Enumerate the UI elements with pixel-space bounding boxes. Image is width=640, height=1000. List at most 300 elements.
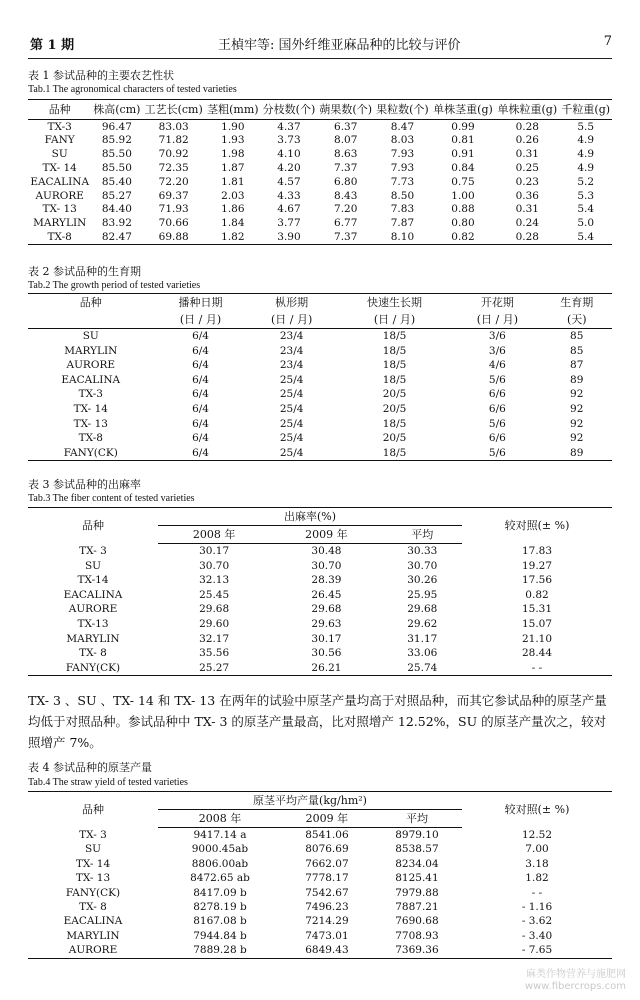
- table-cell: 4.37: [277, 120, 301, 133]
- column-header: 2008 年: [158, 526, 270, 544]
- table-cell: 6/4: [192, 417, 209, 430]
- table-cell: 7.37: [317, 230, 374, 244]
- table-row: [28, 402, 612, 417]
- table-cell: 18/5: [382, 373, 407, 386]
- variety-cell: EACALINA: [63, 915, 123, 928]
- table-cell: 7.87: [390, 217, 415, 230]
- table-cell: 17.56: [521, 574, 553, 587]
- table-cell: 5/6: [488, 417, 506, 430]
- table-cell: 8541.06: [305, 828, 349, 841]
- table-row: [28, 544, 612, 559]
- column-unit: (天): [541, 311, 612, 329]
- table-cell: 6/4: [192, 403, 209, 416]
- variety-cell: TX- 13: [42, 203, 77, 216]
- table-row: [28, 886, 612, 900]
- table-row: [28, 588, 612, 603]
- table-cell: 30.48: [311, 545, 342, 558]
- header-rule: [28, 58, 612, 59]
- table-cell: 5/6: [453, 446, 541, 461]
- table-cell: 72.20: [158, 175, 189, 188]
- table-cell: 7690.68: [395, 915, 439, 928]
- table-row: [28, 929, 612, 943]
- table-cell: 6/4: [192, 330, 209, 343]
- table3-caption-cn: 表 3 参试品种的出麻率: [28, 478, 141, 491]
- table-cell: - -: [531, 886, 543, 899]
- table3-caption-en: Tab.3 The fiber content of tested varieties: [28, 493, 195, 504]
- table-cell: 29.60: [199, 618, 230, 631]
- col-compare: 较对照(± %): [462, 508, 612, 544]
- column-header: 播种日期: [154, 294, 248, 312]
- table-cell: 1.00: [451, 189, 475, 202]
- table-cell: 0.31: [515, 203, 539, 216]
- table-row: [28, 175, 612, 189]
- col-variety: 品种: [28, 508, 158, 544]
- table-cell: 0.82: [525, 588, 549, 601]
- table-cell: 0.28: [515, 120, 539, 133]
- table-row: [28, 646, 612, 661]
- table-cell: 33.06: [407, 647, 438, 660]
- variety-cell: EACALINA: [30, 175, 90, 188]
- table-cell: 7944.84 b: [193, 929, 247, 942]
- issue-number: 第 1 期: [30, 38, 75, 53]
- table-cell: 18/5: [382, 330, 407, 343]
- table-cell: 71.82: [158, 134, 189, 147]
- table-cell: 89: [570, 373, 584, 386]
- table-row: [28, 230, 612, 244]
- variety-cell: TX- 14: [42, 162, 77, 175]
- table-cell: 1.82: [205, 230, 261, 244]
- column-header: 2009 年: [282, 810, 372, 828]
- column-header: 品种: [28, 294, 154, 312]
- table-row: [28, 203, 612, 217]
- table-cell: 7.93: [390, 148, 415, 161]
- table1-caption-en: Tab.1 The agronomical characters of tested varieties: [28, 84, 237, 95]
- column-header: 平均: [372, 810, 462, 828]
- table-cell: 0.82: [431, 230, 495, 244]
- table-cell: 87: [570, 359, 584, 372]
- column-header: 2008 年: [158, 810, 282, 828]
- variety-cell: TX- 8: [79, 900, 107, 913]
- table-cell: 25.45: [199, 588, 230, 601]
- column-header: 枞形期: [248, 294, 336, 312]
- table-cell: 32.13: [199, 574, 230, 587]
- table-cell: 7979.88: [395, 886, 439, 899]
- table-cell: 21.10: [521, 632, 553, 645]
- table-cell: 12.52: [521, 828, 553, 841]
- table-row: [28, 387, 612, 402]
- table-row: [28, 431, 612, 446]
- table-cell: 3/6: [488, 344, 506, 357]
- table-cell: 85.92: [101, 134, 132, 147]
- table-cell: 15.07: [521, 618, 553, 631]
- table-cell: 23/4: [279, 330, 304, 343]
- col-group-straw-yield: 原茎平均产量(kg/hm²): [158, 792, 462, 810]
- variety-cell: MARYLIN: [64, 344, 118, 357]
- column-unit: (日 / 月): [248, 311, 336, 329]
- column-unit: (日 / 月): [336, 311, 454, 329]
- table-cell: 26.45: [311, 588, 342, 601]
- table-cell: 85.50: [101, 148, 132, 161]
- table-cell: 7369.36: [372, 943, 462, 958]
- table-cell: 6/4: [192, 344, 209, 357]
- variety-cell: TX-3: [47, 120, 72, 133]
- table-cell: 6/6: [488, 388, 506, 401]
- column-header: 2009 年: [270, 526, 382, 544]
- table-cell: 3/6: [488, 330, 506, 343]
- table-cell: 25/4: [279, 417, 304, 430]
- variety-cell: FANY: [44, 134, 75, 147]
- variety-cell: TX- 14: [75, 857, 111, 870]
- table-cell: 0.80: [451, 217, 475, 230]
- table-cell: 0.75: [451, 175, 475, 188]
- column-unit: [28, 311, 154, 329]
- table-row: [28, 559, 612, 574]
- table-cell: 30.17: [199, 545, 230, 558]
- table-cell: 7.37: [334, 162, 358, 175]
- table-cell: 8.50: [390, 189, 415, 202]
- table-cell: 30.70: [199, 559, 230, 572]
- col-variety: 品种: [28, 792, 158, 828]
- table-cell: 85.50: [101, 162, 132, 175]
- table3-fiber-content: [28, 507, 612, 676]
- variety-cell: SU: [51, 148, 68, 161]
- column-header: 蒴果数(个): [317, 100, 374, 120]
- table-cell: 5.4: [559, 230, 612, 244]
- column-unit: (日 / 月): [453, 311, 541, 329]
- table-cell: 0.99: [451, 120, 475, 133]
- table-row: [28, 573, 612, 588]
- table2-caption-cn: 表 2 参试品种的生育期: [28, 265, 141, 278]
- table-cell: 6/6: [488, 432, 506, 445]
- variety-cell: FANY(CK): [65, 886, 121, 899]
- table-cell: 1.93: [221, 134, 245, 147]
- table-cell: 29.68: [311, 603, 342, 616]
- table-cell: 23/4: [279, 359, 304, 372]
- table4-caption-cn: 表 4 参试品种的原茎产量: [28, 761, 152, 774]
- table-row: [28, 373, 612, 388]
- table-cell: 8.07: [334, 134, 358, 147]
- table-cell: 8806.00ab: [191, 857, 249, 870]
- table-cell: 69.88: [142, 230, 205, 244]
- table-row: [28, 446, 612, 461]
- table-row: [28, 943, 612, 958]
- table-cell: 70.66: [158, 217, 189, 230]
- table-cell: 8125.41: [395, 872, 439, 885]
- table-cell: 3.18: [525, 857, 549, 870]
- table-cell: 85: [570, 330, 584, 343]
- table-cell: 72.35: [158, 162, 189, 175]
- table-cell: 1.98: [221, 148, 245, 161]
- table-cell: 5.4: [577, 203, 595, 216]
- table-cell: 8278.19 b: [193, 900, 247, 913]
- table-cell: 7708.93: [395, 929, 439, 942]
- table-cell: 84.40: [101, 203, 132, 216]
- table-cell: 71.93: [158, 203, 189, 216]
- table-cell: 25.95: [407, 588, 438, 601]
- table-cell: 7887.21: [395, 900, 439, 913]
- table-cell: 20/5: [382, 403, 407, 416]
- column-header: 茎粗(mm): [205, 100, 261, 120]
- table-cell: 0.84: [451, 162, 475, 175]
- table-row: [28, 661, 612, 676]
- table-cell: 92: [570, 388, 584, 401]
- table-cell: 3.77: [277, 217, 301, 230]
- table-cell: 25/4: [248, 446, 336, 461]
- table-cell: 7778.17: [305, 872, 349, 885]
- table-cell: 96.47: [101, 120, 132, 133]
- table-cell: 5/6: [488, 373, 506, 386]
- table-cell: 30.17: [311, 632, 342, 645]
- table-cell: 28.39: [311, 574, 342, 587]
- table-row: [28, 900, 612, 914]
- variety-cell: AURORE: [35, 189, 84, 202]
- table-cell: 6849.43: [282, 943, 372, 958]
- table-cell: 82.47: [91, 230, 142, 244]
- variety-cell: MARYLIN: [66, 929, 120, 942]
- table-cell: - -: [462, 661, 612, 676]
- table-cell: 23/4: [279, 344, 304, 357]
- table-row: [28, 632, 612, 647]
- variety-cell: TX-8: [28, 230, 91, 244]
- table-cell: 31.17: [407, 632, 438, 645]
- table-cell: 6.37: [334, 120, 358, 133]
- variety-cell: FANY(CK): [28, 446, 154, 461]
- column-header: 工艺长(cm): [142, 100, 205, 120]
- variety-cell: TX- 13: [75, 872, 111, 885]
- table1-agronomic-traits: [28, 99, 612, 245]
- table-cell: 7.73: [390, 175, 415, 188]
- table-cell: 1.82: [525, 872, 549, 885]
- column-header: 分枝数(个): [261, 100, 318, 120]
- table-cell: 8.03: [390, 134, 415, 147]
- table-row: [28, 842, 612, 856]
- table-cell: 29.68: [407, 603, 438, 616]
- variety-cell: TX-8: [78, 432, 103, 445]
- table-cell: 30.26: [407, 574, 438, 587]
- table-cell: 92: [570, 403, 584, 416]
- table-row: [28, 344, 612, 359]
- col-compare: 较对照(± %): [462, 792, 612, 828]
- table-cell: 0.23: [515, 175, 539, 188]
- column-header: 生育期: [541, 294, 612, 312]
- table-cell: 7889.28 b: [158, 943, 282, 958]
- table-cell: - 1.16: [521, 900, 553, 913]
- variety-cell: MARYLIN: [66, 632, 120, 645]
- table-cell: 5.0: [577, 217, 595, 230]
- table-cell: 0.28: [495, 230, 559, 244]
- table-cell: - 7.65: [462, 943, 612, 958]
- table-cell: 6.77: [334, 217, 358, 230]
- table-cell: 25/4: [279, 432, 304, 445]
- table-cell: 4.20: [277, 162, 301, 175]
- variety-cell: MARYLIN: [33, 217, 87, 230]
- table-cell: 5.5: [577, 120, 595, 133]
- table-cell: 29.62: [407, 618, 438, 631]
- table-cell: 30.70: [311, 559, 342, 572]
- table-cell: 30.56: [311, 647, 342, 660]
- column-header: 品种: [28, 100, 91, 120]
- table-cell: 85: [570, 344, 584, 357]
- variety-cell: SU: [84, 559, 102, 572]
- table-cell: 7.83: [390, 203, 415, 216]
- table4-caption-en: Tab.4 The straw yield of tested varieties: [28, 777, 188, 788]
- table-row: [28, 857, 612, 871]
- variety-cell: FANY(CK): [28, 661, 158, 676]
- table1-caption-cn: 表 1 参试品种的主要农艺性状: [28, 69, 174, 82]
- table-cell: 92: [570, 417, 584, 430]
- column-header: 果粒数(个): [374, 100, 431, 120]
- table-cell: 4.10: [277, 148, 301, 161]
- table-cell: 19.27: [521, 559, 553, 572]
- column-header: 千粒重(g): [559, 100, 612, 120]
- table-row: [28, 358, 612, 373]
- table-cell: 7496.23: [305, 900, 349, 913]
- variety-cell: TX-13: [77, 618, 109, 631]
- table-cell: 1.84: [221, 217, 245, 230]
- table-cell: - 3.62: [521, 915, 553, 928]
- table-cell: 6/4: [192, 432, 209, 445]
- table-cell: 30.33: [407, 545, 438, 558]
- table-cell: 4.9: [577, 148, 595, 161]
- column-header: 开花期: [453, 294, 541, 312]
- table2-caption-en: Tab.2 The growth period of tested varieties: [28, 280, 201, 291]
- running-title: 王楨牢等: 国外纤维亚麻品种的比较与评价: [218, 38, 461, 53]
- variety-cell: TX- 3: [79, 828, 107, 841]
- table-cell: 5.3: [577, 189, 595, 202]
- table-cell: 4.9: [577, 162, 595, 175]
- column-header: 快速生长期: [336, 294, 454, 312]
- variety-cell: TX- 3: [79, 544, 107, 557]
- variety-cell: AURORE: [66, 359, 116, 372]
- table-cell: 0.81: [451, 134, 475, 147]
- table-cell: 1.90: [221, 120, 245, 133]
- table-cell: - 3.40: [521, 929, 553, 942]
- table-cell: 89: [541, 446, 612, 461]
- table-cell: 28.44: [521, 647, 553, 660]
- table-cell: 25/4: [279, 403, 304, 416]
- table-cell: 7662.07: [305, 857, 349, 870]
- col-group-fiber-rate: 出麻率(%): [158, 508, 462, 526]
- table-cell: 8538.57: [395, 843, 439, 856]
- table-cell: 7.20: [334, 203, 358, 216]
- table-cell: 29.63: [311, 618, 342, 631]
- site-watermark: [525, 969, 626, 993]
- table-row: [28, 161, 612, 175]
- table-cell: 18/5: [382, 417, 407, 430]
- table-cell: 9417.14 a: [193, 828, 247, 841]
- table-row: [28, 914, 612, 928]
- table-cell: 8472.65 ab: [190, 872, 250, 885]
- table4-straw-yield: [28, 791, 612, 959]
- table-cell: 15.31: [521, 603, 553, 616]
- table-cell: 4.9: [577, 134, 595, 147]
- variety-cell: SU: [82, 330, 99, 343]
- table-cell: 8.43: [334, 189, 358, 202]
- table-row: [28, 871, 612, 885]
- column-header: 平均: [383, 526, 462, 544]
- table-cell: 6/4: [192, 388, 209, 401]
- table-cell: 7542.67: [305, 886, 349, 899]
- table-row: [28, 120, 612, 134]
- variety-cell: EACALINA: [63, 588, 123, 601]
- table-cell: 25.74: [383, 661, 462, 676]
- column-header: 单株茎重(g): [431, 100, 495, 120]
- table-cell: 8234.04: [395, 857, 439, 870]
- table-row: [28, 148, 612, 162]
- table-cell: 18/5: [382, 359, 407, 372]
- variety-cell: TX- 14: [73, 403, 108, 416]
- table-cell: 29.68: [199, 603, 230, 616]
- variety-cell: TX-14: [77, 574, 109, 587]
- table-cell: 7.00: [525, 843, 549, 856]
- page-number: 7: [603, 34, 612, 49]
- table-cell: 6.80: [334, 175, 358, 188]
- table-cell: 25.27: [158, 661, 270, 676]
- table2-growth-period: [28, 293, 612, 461]
- variety-cell: SU: [84, 843, 102, 856]
- table-cell: 6/6: [488, 403, 506, 416]
- variety-cell: TX- 13: [73, 417, 108, 430]
- table-cell: 32.17: [199, 632, 230, 645]
- table-cell: 0.31: [515, 148, 539, 161]
- table-cell: 70.92: [158, 148, 189, 161]
- table-cell: 92: [570, 432, 584, 445]
- variety-cell: EACALINA: [61, 373, 121, 386]
- table-row: [28, 828, 612, 843]
- running-header: [28, 34, 612, 54]
- table-cell: 8.63: [334, 148, 358, 161]
- table-cell: 6/4: [192, 359, 209, 372]
- table-cell: 0.36: [515, 189, 539, 202]
- table-cell: 9000.45ab: [191, 843, 249, 856]
- table-cell: 1.86: [221, 203, 245, 216]
- table-cell: 8979.10: [395, 828, 439, 841]
- table-cell: 0.25: [515, 162, 539, 175]
- table-row: [28, 134, 612, 148]
- table-cell: 35.56: [199, 647, 230, 660]
- table-cell: 85.27: [101, 189, 132, 202]
- table-cell: 1.81: [221, 175, 245, 188]
- table-cell: 20/5: [382, 388, 407, 401]
- table-cell: 18/5: [382, 344, 407, 357]
- table-cell: 26.21: [270, 661, 382, 676]
- table-row: [28, 189, 612, 203]
- table-cell: 3.90: [261, 230, 318, 244]
- table-cell: 1.87: [221, 162, 245, 175]
- table-cell: 7.93: [390, 162, 415, 175]
- table-cell: 7473.01: [305, 929, 349, 942]
- column-header: 单株粒重(g): [495, 100, 559, 120]
- table-cell: 69.37: [158, 189, 189, 202]
- table-cell: 4.67: [277, 203, 301, 216]
- table-cell: 7214.29: [305, 915, 349, 928]
- table-cell: 83.92: [101, 217, 132, 230]
- table-row: [28, 417, 612, 432]
- table-cell: 25/4: [279, 373, 304, 386]
- table-cell: 8.10: [374, 230, 431, 244]
- table-row: [28, 617, 612, 632]
- table-cell: 4.33: [277, 189, 301, 202]
- table-cell: 6/4: [192, 373, 209, 386]
- table-cell: 4.57: [277, 175, 301, 188]
- table-cell: 5.2: [577, 175, 595, 188]
- table-cell: 4/6: [488, 359, 506, 372]
- variety-cell: TX- 8: [79, 647, 107, 660]
- table-row: [28, 329, 612, 344]
- table-cell: 83.03: [158, 120, 189, 133]
- variety-cell: TX-3: [78, 388, 103, 401]
- column-header: 株高(cm): [91, 100, 142, 120]
